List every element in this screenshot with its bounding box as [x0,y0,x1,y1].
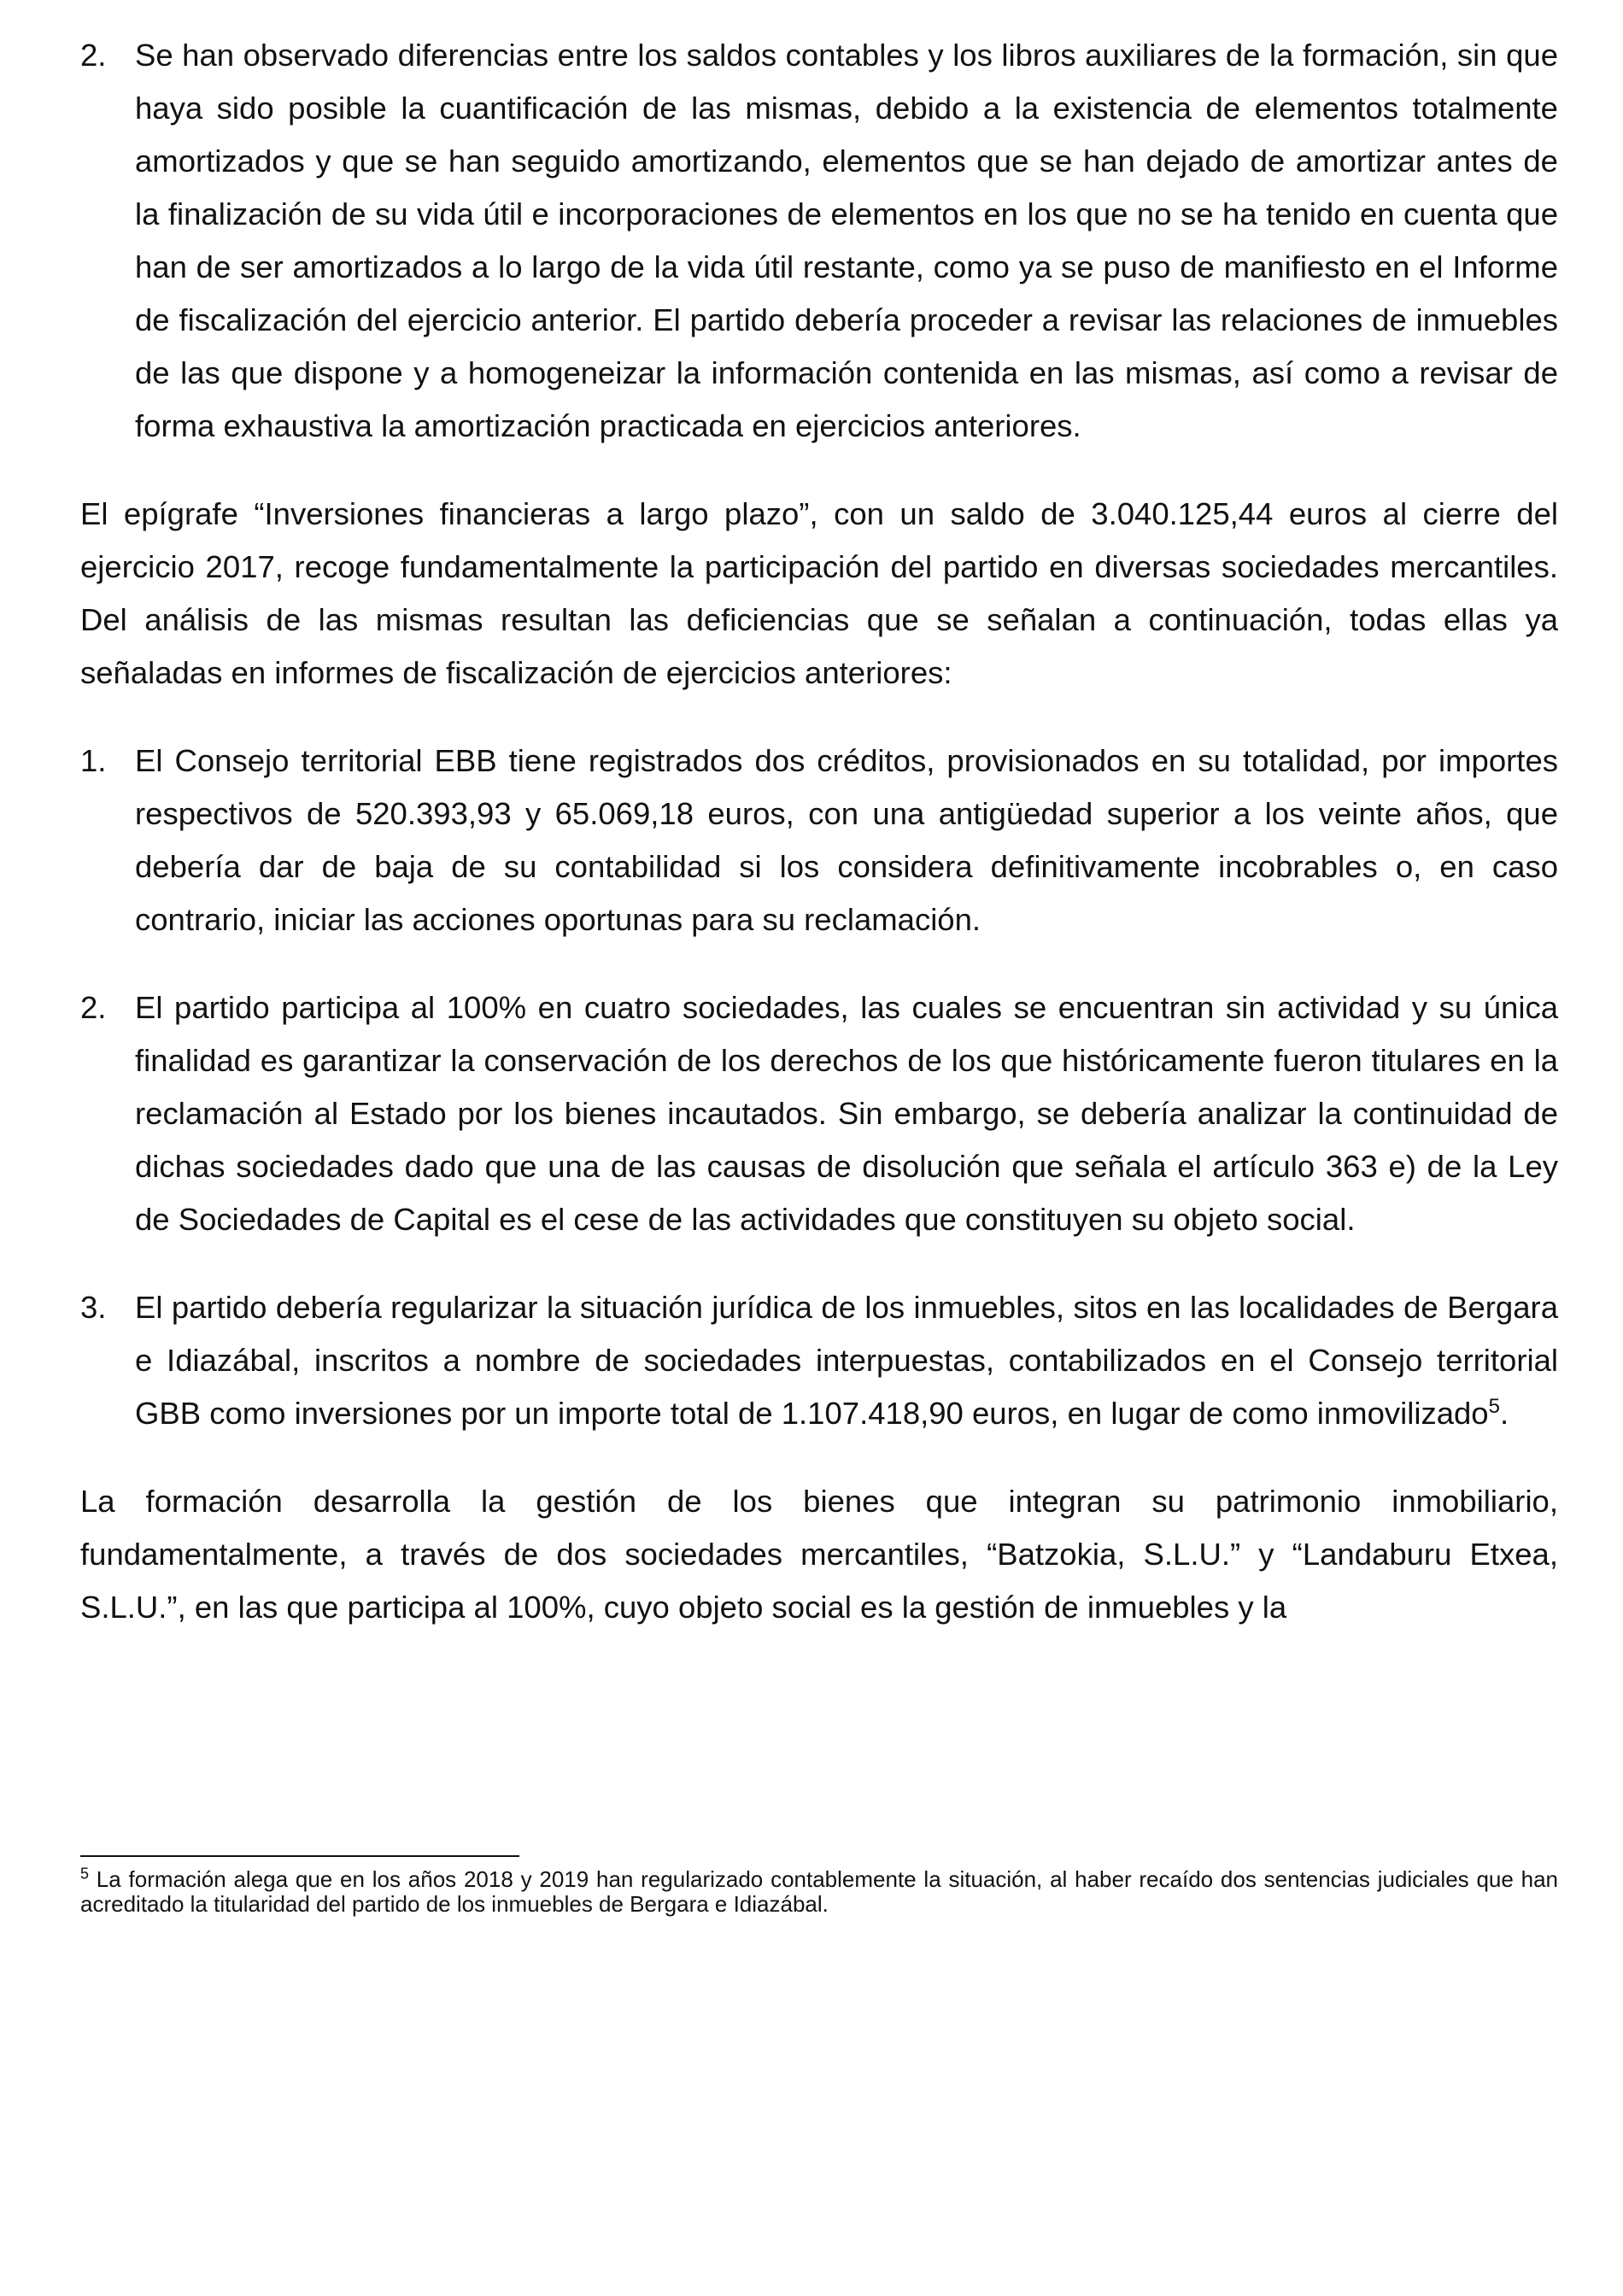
list-item-text: El Consejo territorial EBB tiene registrados dos créditos, provisionados en su totalidad, por importes respectivos de 520.393,93 y 65.069,18 euros, con una antigüedad superior a los veinte años, que debería dar de baja de su contabilidad si los considera definitivamente incobrables o, en caso contrario, iniciar las acciones oportunas para su reclamación. [135,743,1558,937]
paragraph-gestion-patrimonio: La formación desarrolla la gestión de los bienes que integran su patrimonio inmobiliario, fundamentalmente, a través de dos sociedades mercantiles, “Batzokia, S.L.U.” y “Landaburu Etxea, S.L.U.”, en las que participa al 100%, cuyo objeto social es la gestión de inmuebles y la [80,1484,1558,1625]
list-item [80,735,1558,946]
list-item [80,1281,1558,1440]
footnote [80,1867,1558,1917]
footnote-text: La formación alega que en los años 2018 y 2019 han regularizado contablemente la situación, al haber recaído dos sentencias judiciales que han acreditado la titularidad del partido de los inmuebles de Bergara e Idiazábal. [80,1866,1558,1917]
list-item-text: Se han observado diferencias entre los saldos contables y los libros auxiliares de la formación, sin que haya sido posible la cuantificación de las mismas, debido a la existencia de elementos totalmente amortizados y que se han seguido amortizando, elementos que se han dejado de amortizar antes de la finalización de su vida útil e incorporaciones de elementos en los que no se ha tenido en cuenta que han de ser amortizados a lo largo de la vida útil restante, como ya se puso de manifiesto en el Informe de fiscalización del ejercicio anterior. El partido debería proceder a revisar las relaciones de inmuebles de las que dispone y a homogeneizar la información contenida en las mismas, así como a revisar de forma exhaustiva la amortización practicada en ejercicios anteriores. [135,38,1558,443]
list-item [80,981,1558,1246]
list-item-text: El partido debería regularizar la situación jurídica de los inmuebles, sitos en las localidades de Bergara e Idiazábal, inscritos a nombre de sociedades interpuestas, contabilizados en el Consejo territorial GBB como inversiones por un importe total de 1.107.418,90 euros, en lugar de como inmovilizado [135,1290,1558,1431]
list-number: 3. [80,1290,107,1325]
list-item [80,29,1558,453]
document-body [80,29,1558,1634]
list-number: 1. [80,743,107,778]
list-item-text: El partido participa al 100% en cuatro sociedades, las cuales se encuentran sin actividad y su única finalidad es garantizar la conservación de los derechos de los que históricamente fueron titulares en la reclamación al Estado por los bienes incautados. Sin embargo, se debería analizar la continuidad de dichas sociedades dado que una de las causas de disolución que señala el artículo 363 e) de la Ley de Sociedades de Capital es el cese de las actividades que constituyen su objeto social. [135,990,1558,1237]
list-number: 2. [80,990,107,1025]
footnote-separator [80,1855,519,1857]
list-item-suffix: . [1499,1396,1509,1431]
list-number: 2. [80,38,107,73]
footnote-marker: 5 [80,1865,90,1883]
paragraph-inversiones-financieras: El epígrafe “Inversiones financieras a largo plazo”, con un saldo de 3.040.125,44 euros al cierre del ejercicio 2017, recoge fundamentalmente la participación del partido en diversas sociedades mercantiles. Del análisis de las mismas resultan las deficiencias que se señalan a continuación, todas ellas ya señaladas en informes de fiscalización de ejercicios anteriores: [80,496,1558,690]
footnote-reference[interactable]: 5 [1488,1394,1500,1418]
